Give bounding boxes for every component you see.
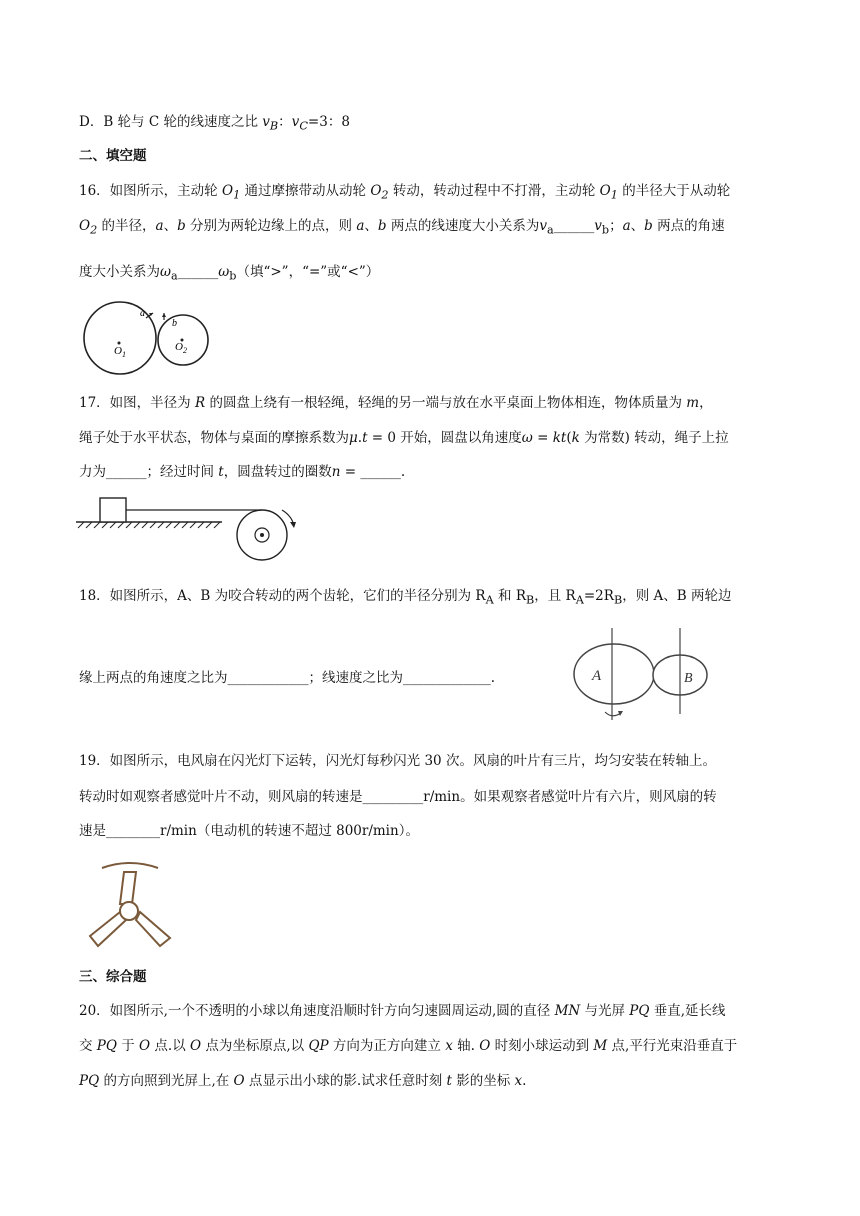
label-gear-b: B <box>684 671 693 686</box>
rotation-arrow <box>605 712 621 716</box>
fan-arc <box>102 863 158 868</box>
q16-line-2: $O_2$ 的半径，a、b 分别为两轮边缘上的点，则 a、b 两点的线速度大小关系为$v_a\_\_\_\_\_\_v_b$；a、b 两点的角速 <box>79 218 725 237</box>
section-heading-comprehensive: 三、综合题 <box>79 969 147 985</box>
q16-line-1: 16．如图所示，主动轮 $O_1$ 通过摩擦带动从动轮 $O_2$ 转动，转动过程中不打滑，主动轮 $O_1$ 的半径大于从动轮 <box>79 183 731 202</box>
gear-a <box>574 644 654 704</box>
q18-gears-figure <box>572 624 716 728</box>
fan-hub <box>120 902 138 920</box>
rotation-arrowhead <box>290 522 296 528</box>
label-gear-a: A <box>592 668 602 684</box>
fan-blade-right <box>136 912 170 946</box>
q16-wheels-figure <box>80 296 220 376</box>
q20-line-3: PQ 的方向照到光屏上,在 O 点显示出小球的影.试求任意时刻 t 影的坐标 x. <box>79 1073 527 1089</box>
q17-line-2: 绳子处于水平状态，物体与桌面的摩擦系数为μ.t = 0 开始，圆盘以角速度ω = kt(k 为常数) 转动，绳子上拉 <box>79 430 729 446</box>
q18-line-1: 18．如图所示，A、B 为咬合转动的两个齿轮，它们的半径分别为 $R_A$ 和 $R_B$，且 $R_A=2R_B$，则 A、B 两轮边 <box>79 588 732 607</box>
block <box>100 498 126 522</box>
q17-line-1: 17．如图，半径为 R 的圆盘上绕有一根轻绳，轻绳的另一端与放在水平桌面上物体相连，物体质量为 m， <box>79 395 713 411</box>
arrowhead-b <box>162 313 166 317</box>
wheel-o1 <box>84 302 156 374</box>
fan-blade-left <box>90 912 126 946</box>
section-heading-fill-in: 二、填空题 <box>79 148 147 164</box>
q17-line-3: 力为______；经过时间 t，圆盘转过的圈数n = ______. <box>79 464 406 480</box>
q18-line-2: 缘上两点的角速度之比为____________；线速度之比为_____________. <box>79 670 496 686</box>
label-a: a <box>140 308 145 319</box>
q19-line-1: 19．如图所示，电风扇在闪光灯下运转，闪光灯每秒闪光 30 次。风扇的叶片有三片，均匀安装在转轴上。 <box>79 753 716 769</box>
q20-line-2: 交 PQ 于 O 点.以 O 点为坐标原点,以 QP 方向为正方向建立 x 轴. O 时刻小球运动到 M 点,平行光束沿垂直于 <box>79 1038 738 1054</box>
q15-option-d: D．B 轮与 C 轮的线速度之比 $v_B$：$v_C=3$：8 <box>79 114 350 133</box>
q19-line-2: 转动时如观察者感觉叶片不动，则风扇的转速是_________r/min。如果观察者感觉叶片有六片，则风扇的转 <box>79 789 717 805</box>
q20-line-1: 20．如图所示,一个不透明的小球以角速度沿顺时针方向匀速圆周运动,圆的直径 MN 与光屏 PQ 垂直,延长线 <box>79 1003 726 1019</box>
rotation-arrowhead <box>618 711 623 716</box>
table-hatch <box>78 522 220 528</box>
q19-line-3: 速是________r/min（电动机的转速不超过 800r/min）。 <box>79 823 419 839</box>
fan-blade-top <box>120 872 136 904</box>
q19-fan-figure <box>80 860 180 954</box>
disc-axle <box>260 533 264 537</box>
q17-disc-figure <box>76 494 306 570</box>
label-o1: $O_1$ <box>114 345 126 359</box>
label-o2: $O_2$ <box>175 341 187 355</box>
q16-line-3: 度大小关系为$\omega_a\_\_\_\_\_\_\omega_b$（填“>”，“=”或“<”） <box>79 264 380 283</box>
label-b: b <box>172 318 177 329</box>
